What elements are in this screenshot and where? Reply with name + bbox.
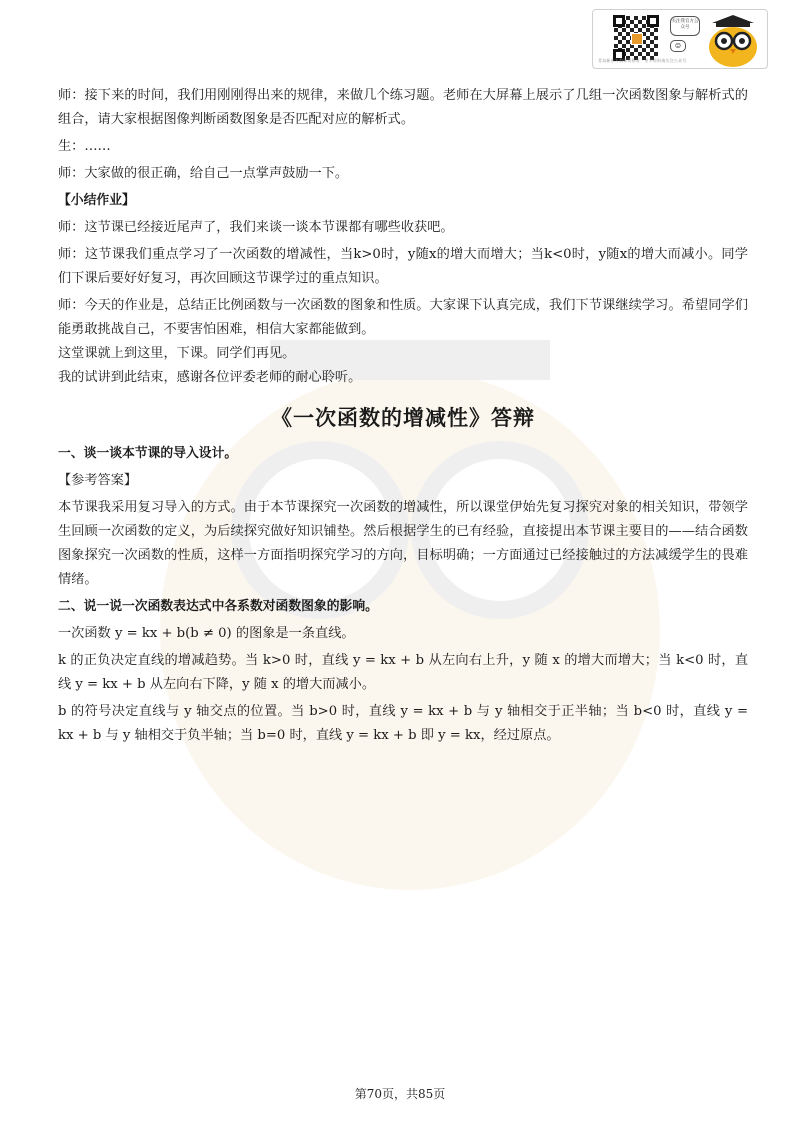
section-heading: 【小结作业】 <box>58 193 135 208</box>
paragraph: 师：这节课已经接近尾声了，我们来谈一谈本节课都有哪些收获吧。 <box>58 220 454 235</box>
qr-finder-icon <box>613 15 625 27</box>
document-body <box>58 84 748 748</box>
paragraph: 师：今天的作业是，总结正比例函数与一次函数的图象和性质。大家课下认真完成，我们下节课继续学习。希望同学们能勇敢挑战自己，不要害怕困难，相信大家都能做到。 <box>58 298 748 337</box>
page-number: 第70页，共85页 <box>354 1087 446 1101</box>
answer-paragraph: 本节课我采用复习导入的方式。由于本节课探究一次函数的增减性，所以课堂伊始先复习探究对象的相关知识，带领学生回顾一次函数的定义，为后续探究做好知识铺垫。然后根据学生的已有经验，直接提出本节课主要目的——结合函数图象探究一次函数的性质，这样一方面指明探究学习的方向，目标明确；一方面通过已经接触过的方法减缓学生的畏难情绪。 <box>58 500 748 587</box>
answer-paragraph: b 的符号决定直线与 y 轴交点的位置。当 b>0 时，直线 y = kx + b 与 y 轴相交于正半轴；当 b<0 时，直线 y = kx + b 与 y 轴相交于负半轴；当 b=0 时，直线 y = kx + b 即 y = kx，经过原点。 <box>58 704 748 743</box>
answer-paragraph: k 的正负决定直线的增减趋势。当 k>0 时，直线 y = kx + b 从左向右上升，y 随 x 的增大而增大；当 k<0 时，直线 y = kx + b 从左向右下降，y 随 x 的增大而减小。 <box>58 653 748 692</box>
header-caption: 青岛新东方教师资格证 · 更多资料请关注公众号 <box>598 58 687 63</box>
owl-mascot-icon <box>702 13 764 67</box>
page-title: 《一次函数的增减性》答辩 <box>271 406 535 430</box>
reference-answer-label: 【参考答案】 <box>58 473 138 488</box>
speech-bubble: 关注我官方公众号 <box>670 16 700 36</box>
answer-paragraph: 一次函数 y = kx + b(b ≠ 0) 的图象是一条直线。 <box>58 626 355 641</box>
qr-logo-icon <box>631 33 643 45</box>
paragraph: 我的试讲到此结束，感谢各位评委老师的耐心聆听。 <box>58 370 362 385</box>
qr-finder-icon <box>647 15 659 27</box>
paragraph: 师：接下来的时间，我们用刚刚得出来的规律，来做几个练习题。老师在大屏幕上展示了几组一次函数图象与解析式的组合，请大家根据图像判断函数图象是否匹配对应的解析式。 <box>58 88 748 127</box>
paragraph: 师：大家做的很正确，给自己一点掌声鼓励一下。 <box>58 166 349 181</box>
paragraph: 师：这节课我们重点学习了一次函数的增减性，当k>0时，y随x的增大而增大；当k<0时，y随x的增大而减小。同学们下课后要好好复习，再次回顾这节课学过的重点知识。 <box>58 247 748 286</box>
paragraph: 生：…… <box>58 139 111 154</box>
speech-bubble-small: ☺ <box>670 40 686 52</box>
question-heading: 二、说一说一次函数表达式中各系数对函数图象的影响。 <box>58 599 378 614</box>
question-heading: 一、谈一谈本节课的导入设计。 <box>58 446 238 461</box>
paragraph: 这堂课就上到这里，下课。同学们再见。 <box>58 346 296 361</box>
